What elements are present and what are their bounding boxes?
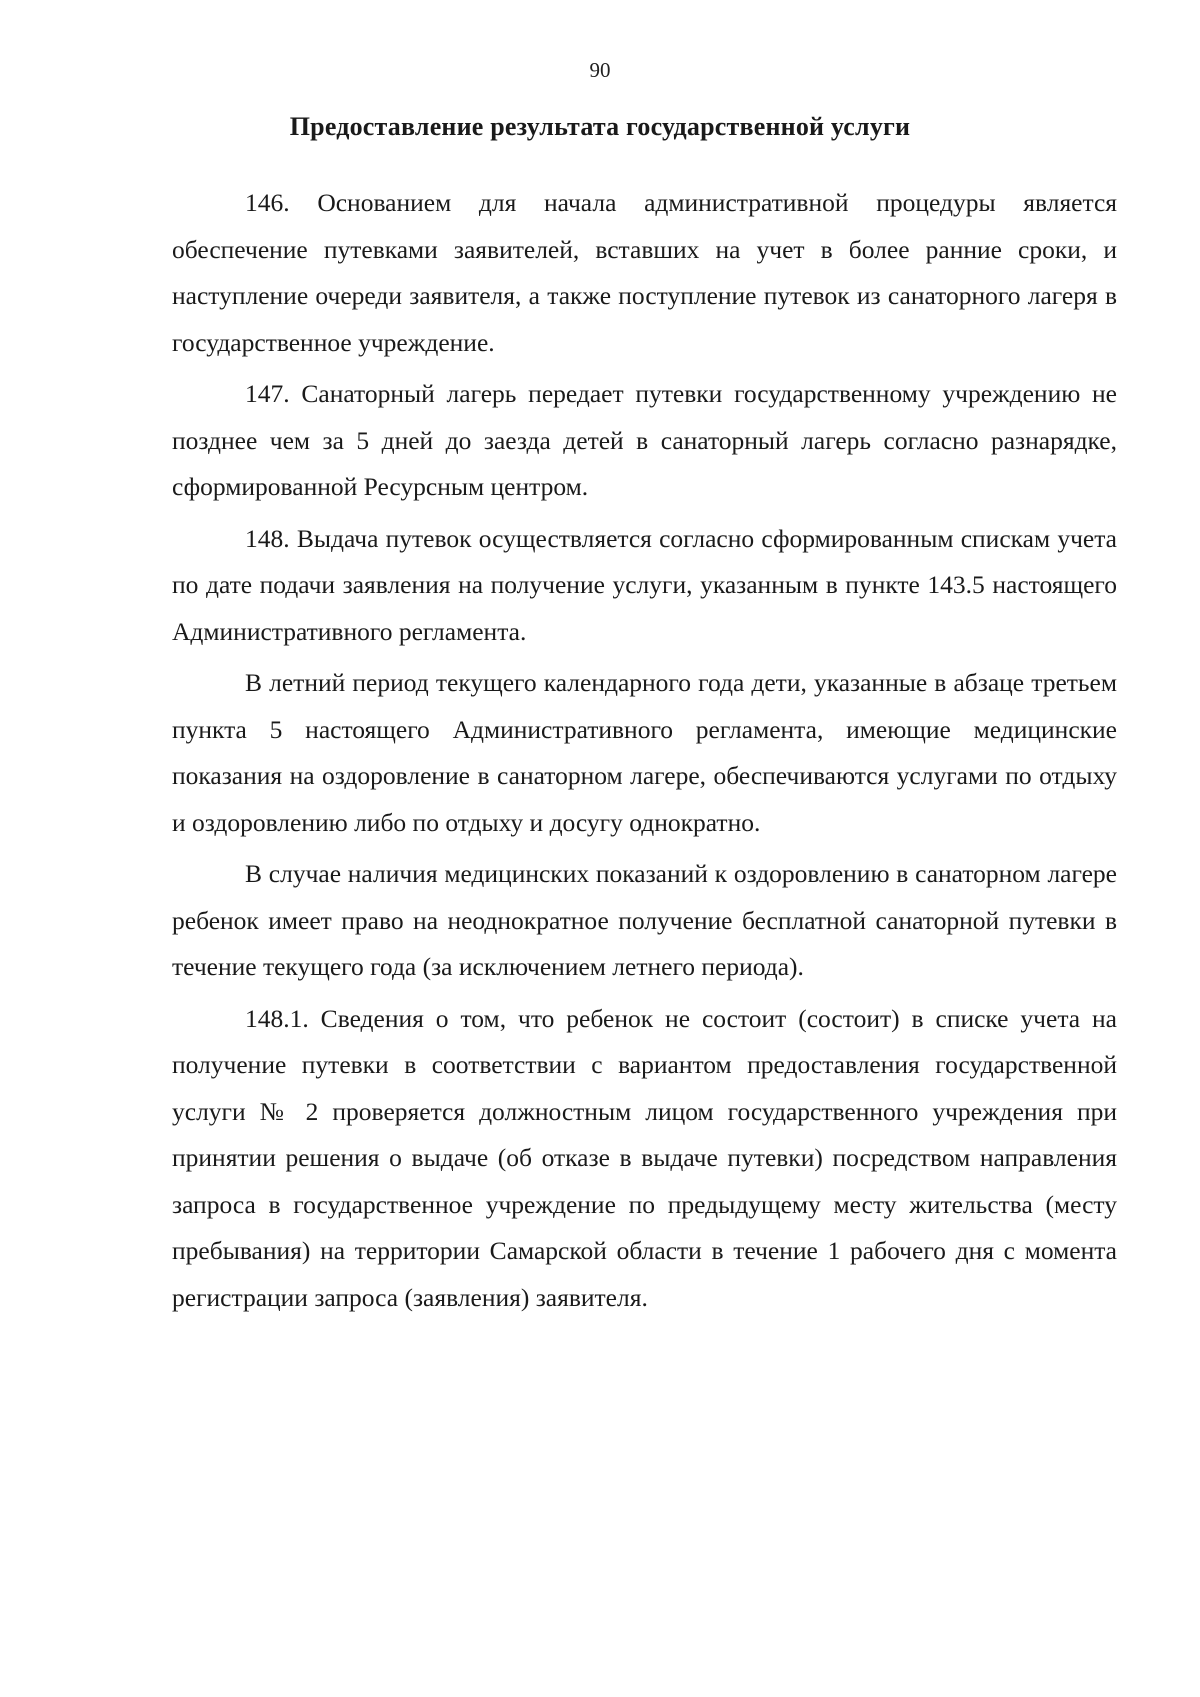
paragraph-summer-period: В летний период текущего календарного года дети, указанные в абзаце третьем пункта 5 настоящего Административного регламента, имеющие медицинские показания на оздоровление в санаторном лагере, обеспечиваются услугами по отдыху и оздоровлению либо по отдыху и досугу однократно. xyxy=(172,668,1117,837)
paragraph-medical-indications: В случае наличия медицинских показаний к оздоровлению в санаторном лагере ребенок имеет право на неоднократное получение бесплатной санаторной путевки в течение текущего года (за исключением летнего периода). xyxy=(172,859,1117,981)
document-body xyxy=(172,180,1117,1321)
paragraph-146: 146. Основанием для начала административной процедуры является обеспечение путевками заявителей, вставших на учет в более ранние сроки, и наступление очереди заявителя, а также поступление путевок из санаторного лагеря в государственное учреждение. xyxy=(172,188,1117,357)
paragraph-148: 148. Выдача путевок осуществляется согласно сформированным спискам учета по дате подачи заявления на получение услуги, указанным в пункте 143.5 настоящего Административного регламента. xyxy=(172,523,1117,646)
page-number: 90 xyxy=(589,58,611,82)
paragraph-147: 147. Санаторный лагерь передает путевки государственному учреждению не позднее чем за 5 дней до заезда детей в санаторный лагерь согласно разнарядке, сформированной Ресурсным центром. xyxy=(172,379,1117,501)
paragraph-148-1: 148.1. Сведения о том, что ребенок не состоит (состоит) в списке учета на получение путевки в соответствии с вариантом предоставления государственной услуги № 2 проверяется должностным лицом государственного учреждения при принятии решения о выдаче (об отказе в выдаче путевки) посредством направления запроса в государственное учреждение по предыдущему месту жительства (месту пребывания) на территории Самарской области в течение 1 рабочего дня с момента регистрации запроса (заявления) заявителя. xyxy=(172,1003,1117,1312)
section-heading: Предоставление результата государственной услуги xyxy=(289,112,911,141)
